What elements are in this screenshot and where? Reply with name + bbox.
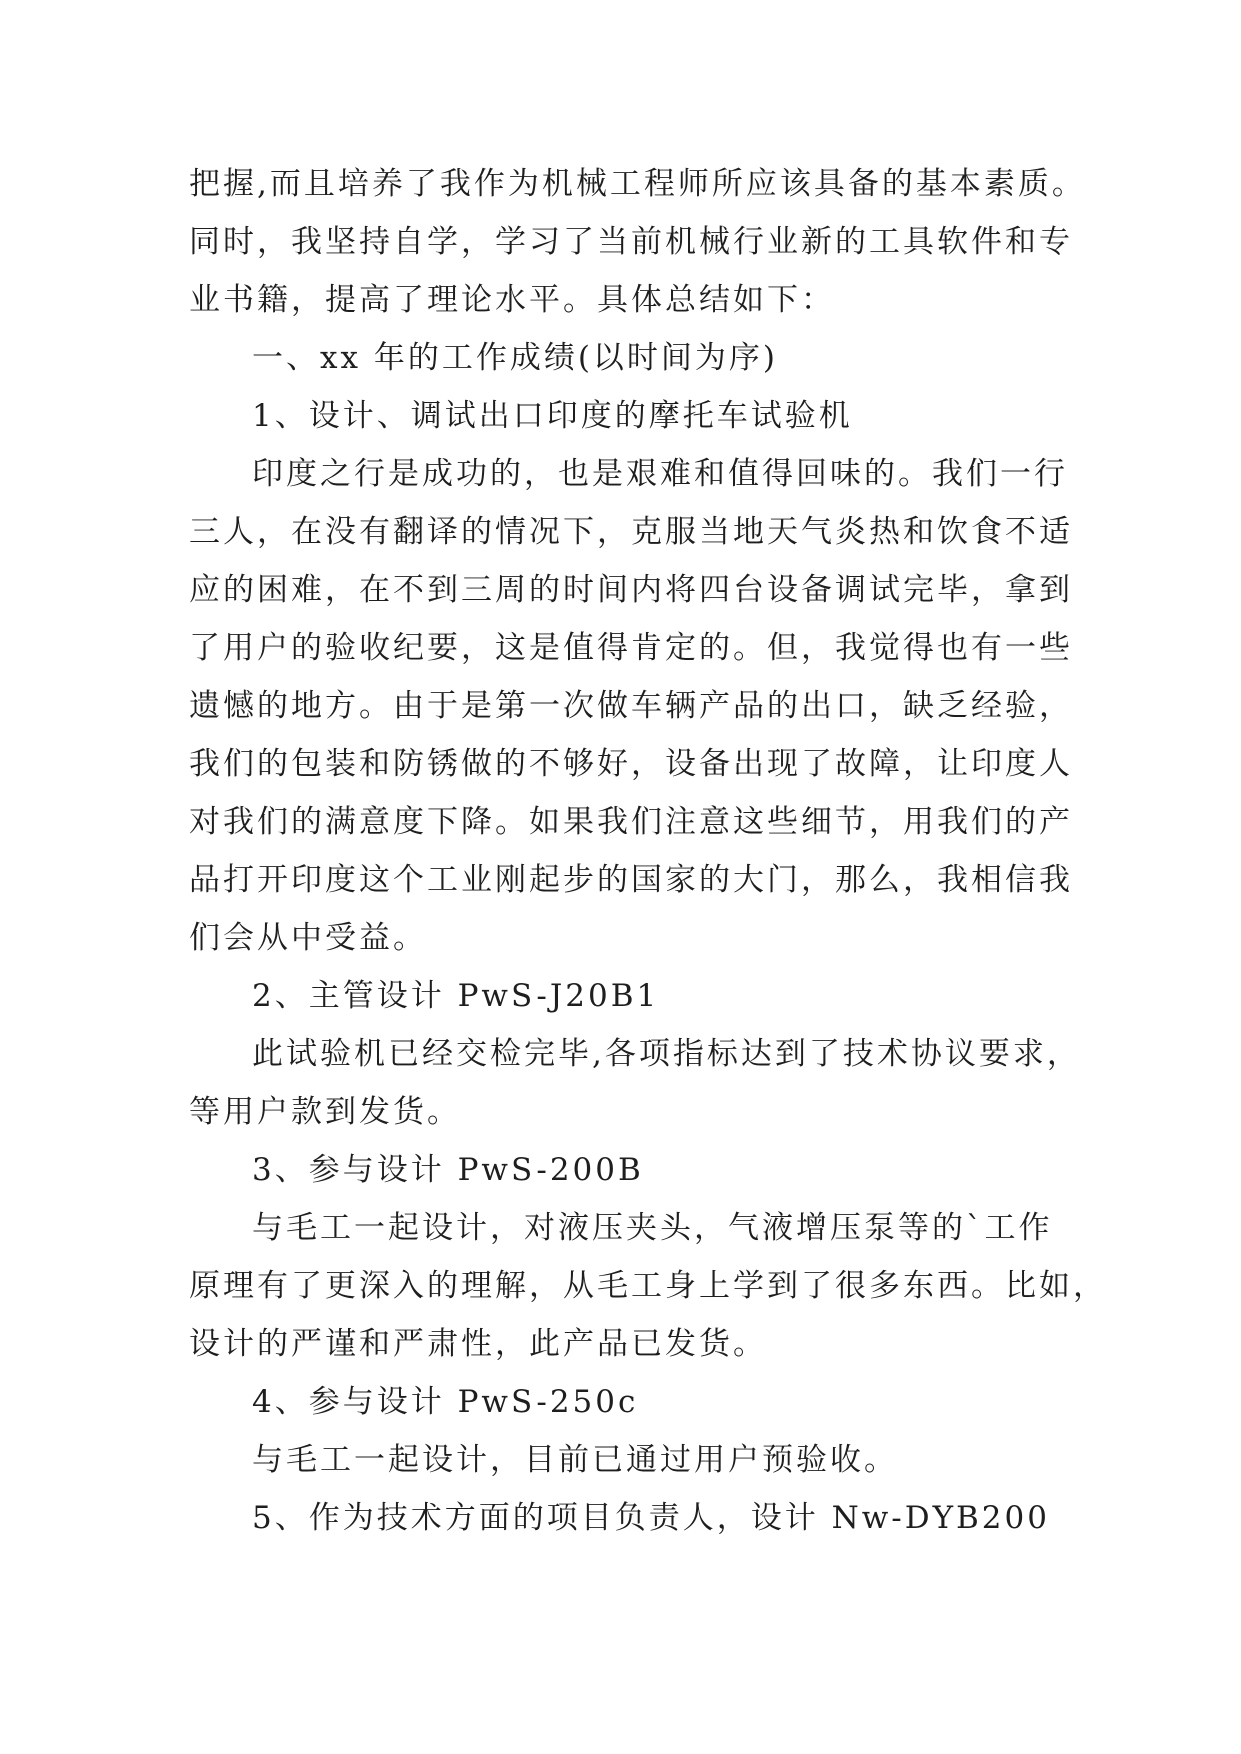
text-line: 等用户款到发货。 [189, 1094, 461, 1130]
text-line: 与毛工一起设计，对液压夹头，气液增压泵等的`工作 [252, 1210, 1053, 1246]
text-line: 把握,而且培养了我作为机械工程师所应该具备的基本素质。 [189, 166, 1086, 202]
text-line: 业书籍，提高了理论水平。具体总结如下： [189, 282, 835, 318]
text-line: 与毛工一起设计，目前已通过用户预验收。 [252, 1442, 898, 1478]
text-line: 了用户的验收纪要，这是值得肯定的。但，我觉得也有一些 [189, 630, 1073, 666]
item-heading: 1、设计、调试出口印度的摩托车试验机 [252, 398, 853, 434]
section-heading: 一、xx 年的工作成绩(以时间为序) [252, 340, 779, 376]
text-line: 同时，我坚持自学，学习了当前机械行业新的工具软件和专 [189, 224, 1073, 260]
item-heading: 2、主管设计 PwS-J20B1 [252, 978, 660, 1014]
text-line: 应的困难，在不到三周的时间内将四台设备调试完毕，拿到 [189, 572, 1073, 608]
text-line: 印度之行是成功的，也是艰难和值得回味的。我们一行 [252, 456, 1068, 492]
text-line: 对我们的满意度下降。如果我们注意这些细节，用我们的产 [189, 804, 1073, 840]
item-heading: 5、作为技术方面的项目负责人，设计 Nw-DYB200 [252, 1500, 1050, 1536]
text-line: 们会从中受益。 [189, 920, 427, 956]
text-line: 设计的严谨和严肃性，此产品已发货。 [189, 1326, 767, 1362]
item-heading: 4、参与设计 PwS-250c [252, 1384, 639, 1420]
text-line: 原理有了更深入的理解，从毛工身上学到了很多东西。比如， [189, 1268, 1107, 1304]
text-line: 此试验机已经交检完毕,各项指标达到了技术协议要求， [252, 1036, 1081, 1072]
text-line: 遗憾的地方。由于是第一次做车辆产品的出口，缺乏经验， [189, 688, 1073, 724]
document-body [189, 155, 1107, 1547]
text-line: 三人，在没有翻译的情况下，克服当地天气炎热和饮食不适 [189, 514, 1073, 550]
text-line: 我们的包装和防锈做的不够好，设备出现了故障，让印度人 [189, 746, 1073, 782]
text-line: 品打开印度这个工业刚起步的国家的大门，那么，我相信我 [189, 862, 1073, 898]
item-heading: 3、参与设计 PwS-200B [252, 1152, 644, 1188]
